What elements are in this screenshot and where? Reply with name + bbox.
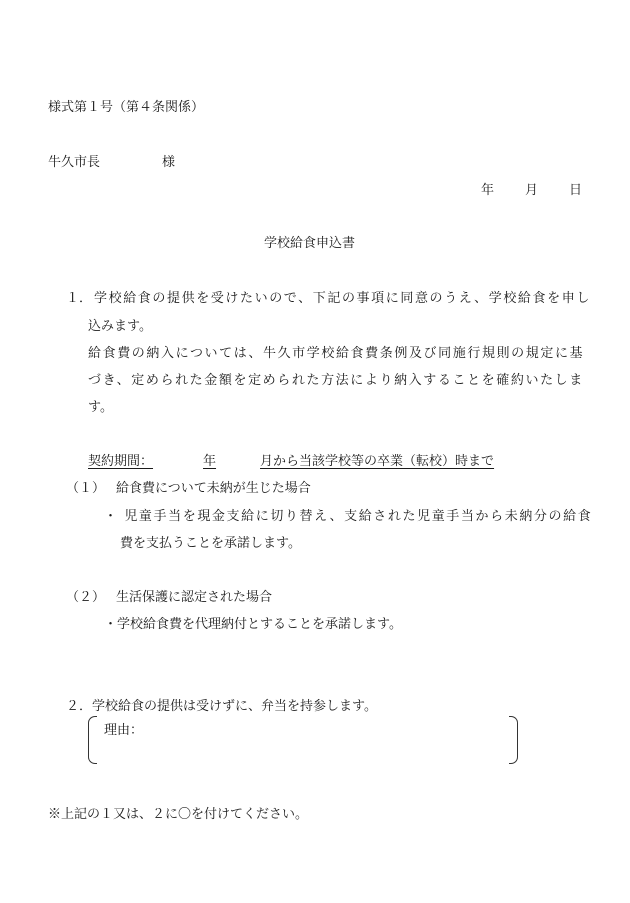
date-month-label: 月: [525, 183, 539, 198]
date-day-label: 日: [569, 183, 583, 198]
contract-period-label: 契約期間：: [88, 454, 154, 469]
payment-paragraph-line3: す。: [88, 400, 113, 415]
form-number: 様式第１号（第４条関係）: [48, 100, 205, 115]
document-title: 学校給食申込書: [264, 236, 356, 251]
reason-bracket-right: [509, 716, 518, 764]
contract-period-until: 月から当該学校等の卒業（転校）時まで: [260, 454, 495, 469]
payment-paragraph-line2: づき、定められた金額を定められた方法により納入することを確約いたしま: [88, 373, 584, 388]
section1-line1: 学校給食の提供を受けたいので、下記の事項に同意のうえ、学校給食を申し: [94, 291, 591, 306]
payment-paragraph-line1: 給食費の納入については、牛久市学校給食費条例及び同施行規則の規定に基: [88, 346, 585, 361]
section1-number: １．: [66, 291, 93, 306]
item1-number: （１）: [66, 481, 106, 496]
item1-heading: 給食費について未納が生じた場合: [116, 481, 311, 496]
addressee-name: 牛久市長: [48, 155, 101, 170]
section1-line2: 込みます。: [88, 319, 152, 334]
item2-number: （２）: [66, 590, 106, 605]
contract-period-year: 年: [203, 454, 217, 469]
section2-text: ２．学校給食の提供は受けずに、弁当を持参します。: [66, 699, 377, 714]
footer-note: ※上記の１又は、２に〇を付けてください。: [48, 807, 309, 822]
addressee-honorific: 様: [162, 155, 176, 170]
item2-bullet: ・学校給食費を代理納付とすることを承諾します。: [104, 617, 402, 632]
reason-bracket-left: [88, 716, 97, 764]
item2-heading: 生活保護に認定された場合: [116, 590, 273, 605]
contract-period: [88, 453, 494, 471]
item1-bullet-line2: 費を支払うことを承諾します。: [120, 536, 301, 551]
date-year-label: 年: [481, 183, 495, 198]
item1-bullet-line1: ・ 児童手当を現金支給に切り替え、支給された児童手当から未納分の給食: [104, 509, 593, 524]
reason-label: 理由：: [104, 723, 144, 738]
